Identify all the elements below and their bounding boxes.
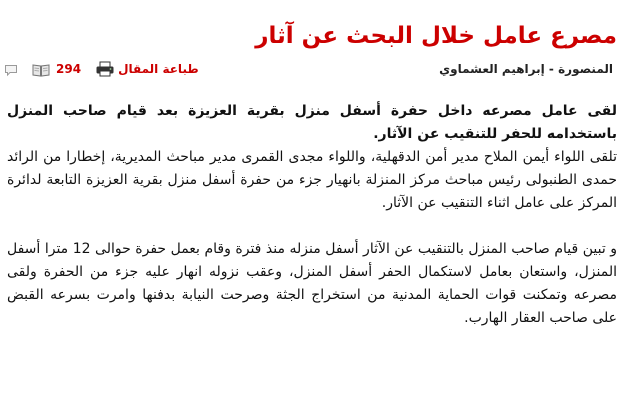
article-byline: المنصورة - إبراهيم العشماوي bbox=[439, 62, 613, 76]
article-meta-row bbox=[0, 55, 625, 83]
article-headline: مصرع عامل خلال البحث عن آثار bbox=[255, 23, 617, 50]
printer-icon[interactable] bbox=[95, 61, 115, 77]
article-toolbar bbox=[4, 59, 199, 79]
paragraph-spacer bbox=[7, 215, 617, 238]
article-paragraph: تلقى اللواء أيمن الملاح مدير أمن الدقهلية، واللواء مجدى القمرى مدير مباحث المديرية، إخطارا من الرائد حمدى الطنبولى رئيس مباحث مركز المنزلة بانهيار جزء من حفرة أسفل منزل بقرية العزيزة التابعة لدائرة المركز على عامل اثناء التنقيب عن الآثار. bbox=[7, 149, 617, 211]
comment-icon[interactable] bbox=[4, 62, 18, 76]
book-icon bbox=[32, 62, 50, 76]
article-lead: لقى عامل مصرعه داخل حفرة أسفل منزل بقرية العزيزة بعد قيام صاحب المنزل باستخدامه للحفر للتنقيب عن الآثار. bbox=[7, 103, 617, 142]
view-count: 294 bbox=[56, 62, 82, 76]
print-article-link[interactable]: طباعة المقال bbox=[118, 62, 199, 76]
article-paragraph: و تبين قيام صاحب المنزل بالتنقيب عن الآثار أسفل منزله منذ فترة وقام بعمل حفرة حوالى 12 مترا أسفل المنزل، واستعان بعامل لاستكمال الحفر أسفل المنزل، وعقب نزوله انهار عليه جزء من الحفرة ولقى مصرعه وتمكنت قوات الحماية المدنية من استخراج الجثة وصرحت النيابة بدفنها وامرت بسرعه القبض على صاحب العقار الهارب. bbox=[7, 241, 618, 326]
article-body bbox=[7, 100, 617, 330]
